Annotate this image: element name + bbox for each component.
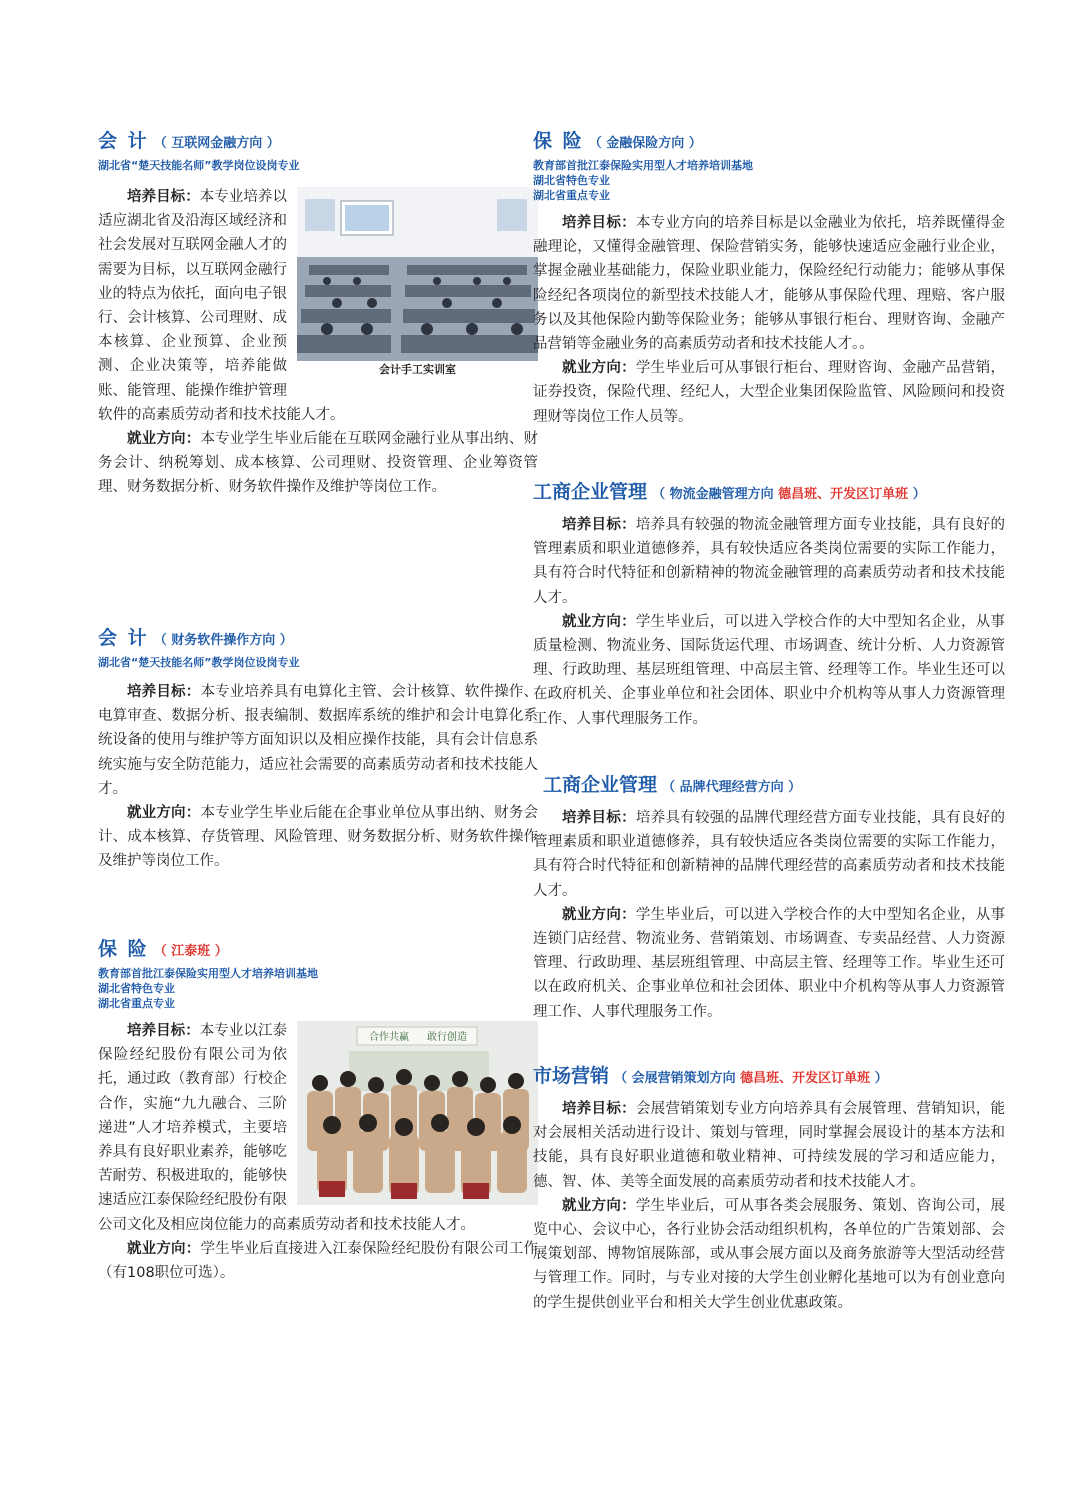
- job-label: 就业方向：: [127, 1240, 201, 1257]
- job-text: 学生毕业后，可以进入学校合作的大中型知名企业，从事连锁门店经营、物流业务、营销策划、市场调查、专卖品经营、人力资源管理、行政助理、基层班组管理、中高层主管、经理等工作。毕业生还可以在政府机关、企事业单位和社会团体、职业中介机构等从事人力资源管理工作、人事代理服务工作。: [533, 906, 1006, 1020]
- class-group-photo: [297, 1021, 538, 1205]
- section-subtitle: （ 财务软件操作方向 ）: [153, 633, 293, 648]
- job-label: 就业方向：: [562, 613, 636, 630]
- section-accounting-software: [98, 624, 538, 874]
- goal-label: 培养目标：: [562, 810, 636, 826]
- section-tag: 湖北省重点专业: [533, 189, 610, 202]
- employment-direction: [533, 356, 1005, 429]
- section-insurance-jiangtai: [98, 935, 538, 1285]
- section-tag: 湖北省特色专业: [533, 174, 610, 187]
- goal-label: 培养目标：: [562, 215, 636, 231]
- job-text: 学生毕业后可从事银行柜台、理财咨询、金融产品营销，证券投资，保险代理、经纪人，大型企业集团保险监管、风险顾问和投资理财等岗位工作人员等。: [533, 360, 1006, 425]
- job-label: 就业方向：: [562, 906, 636, 923]
- section-heading: [98, 935, 538, 966]
- training-goal: [533, 806, 1005, 903]
- section-title: 保 险: [533, 130, 584, 152]
- employment-direction: [98, 801, 538, 874]
- goal-label: 培养目标：: [127, 684, 201, 700]
- goal-label: 培养目标：: [562, 1101, 636, 1117]
- section-title: 保 险: [98, 938, 149, 960]
- section-title: 工商企业管理: [533, 481, 648, 503]
- section-tag: 湖北省“楚天技能名师”教学岗位设岗专业: [98, 656, 300, 669]
- goal-text: 本专业培养以适应湖北省及沿海区域经济和社会发展对互联网金融人才的需要为目标，以互联网金融行业的特点为依托，面向电子银行、会计核算、公司理财、成本核算、企业预算、企业预测、企业决策等，培养能做账、能管理、能操作维护管理软件的高素质劳动者和技术技能人才。: [98, 189, 345, 423]
- employment-direction: [533, 903, 1005, 1024]
- section-tag: 湖北省重点专业: [98, 997, 175, 1010]
- goal-label: 培养目标：: [562, 517, 636, 533]
- section-heading: [533, 771, 1005, 802]
- section-heading: [533, 127, 1005, 158]
- employment-direction: [98, 427, 538, 500]
- goal-text: 本专业方向的培养目标是以金融业为依托，培养既懂得金融理论，又懂得金融管理、保险营销实务，能够快速适应金融行业企业，掌握金融业基础能力，保险业职业能力，保险经纪行动能力；能够从事保险经纪各项岗位的新型技术技能人才，能够从事保险代理、理赔、客户服务以及其他保险内勤等保险业务；能够从事银行柜台、理财咨询、金融产品营销等金融业务的高素质劳动者和技术技能人才。。: [533, 215, 1006, 353]
- section-subtitle: （ 江泰班 ）: [153, 944, 228, 959]
- job-text: 本专业学生毕业后能在互联网金融行业从事出纳、财务会计、纳税筹划、成本核算、公司理财、投资管理、企业筹资管理、财务数据分析、财务软件操作及维护等岗位工作。: [98, 431, 539, 496]
- section-marketing: [533, 1062, 1005, 1315]
- job-label: 就业方向：: [562, 1197, 636, 1214]
- goal-text: 培养具有较强的物流金融管理方面专业技能，具有良好的管理素质和职业道德修养，具有较快适应各类岗位需要的实际工作能力，具有符合时代特征和创新精神的物流金融管理的高素质劳动者和技术技能人才。: [533, 517, 1006, 606]
- training-goal: [533, 211, 1005, 356]
- section-tag: 湖北省特色专业: [98, 982, 175, 995]
- goal-label: 培养目标：: [127, 1023, 200, 1039]
- section-title: 会 计: [98, 627, 149, 649]
- goal-text: 本专业以江泰保险经纪股份有限公司为依托，通过政（教育部）行校企合作，实施“九九融合、三阶递进”人才培养模式，主要培养具有良好职业素养，能够吃苦耐劳、积极进取的，能够快速适应江泰保险经纪股份有限公司文化及相应岗位能力的高素质劳动者和技术技能人才。: [98, 1023, 475, 1233]
- section-title: 工商企业管理: [543, 774, 658, 796]
- section-insurance-finance: [533, 127, 1005, 429]
- section-tag: 教育部首批江泰保险实用型人才培养培训基地: [533, 159, 753, 172]
- job-label: 就业方向：: [127, 431, 201, 448]
- job-label: 就业方向：: [127, 805, 201, 822]
- section-title: 会 计: [98, 130, 149, 152]
- section-heading: [98, 127, 538, 158]
- section-subtitle: （ 物流金融管理方向 德昌班、开发区订单班 ）: [652, 487, 926, 502]
- job-text: 学生毕业后，可以进入学校合作的大中型知名企业，从事质量检测、物流业务、国际货运代理、市场调查、统计分析、人力资源管理、行政助理、基层班组管理、中高层主管、经理等工作。毕业生还可以在政府机关、企事业单位和社会团体、职业中介机构等从事人力资源管理工作、人事代理服务工作。: [533, 613, 1006, 727]
- training-goal: [533, 513, 1005, 610]
- section-business-logistics: [533, 478, 1005, 731]
- employment-direction: [533, 1194, 1005, 1315]
- section-subtitle: （ 品牌代理经营方向 ）: [662, 780, 802, 795]
- employment-direction: [533, 610, 1005, 731]
- section-tag: 湖北省“楚天技能名师”教学岗位设岗专业: [98, 159, 300, 172]
- section-heading: [533, 1062, 1005, 1093]
- goal-label: 培养目标：: [127, 189, 200, 205]
- section-subtitle: （ 互联网金融方向 ）: [153, 136, 280, 151]
- classroom-illustration: [297, 187, 538, 361]
- banner-right-text: 敢行创造: [427, 1032, 467, 1043]
- section-subtitle: （ 金融保险方向 ）: [588, 136, 702, 151]
- job-text: 本专业学生毕业后能在企事业单位从事出纳、财务会计、成本核算、存货管理、风险管理、财务数据分析、财务软件操作及维护等岗位工作。: [98, 805, 539, 870]
- section-heading: [533, 478, 1005, 509]
- section-accounting-internet-finance: [98, 127, 538, 500]
- accounting-lab-photo: [297, 187, 538, 361]
- goal-text: 会展营销策划专业方向培养具有会展管理、营销知识，能对会展相关活动进行设计、策划与管理，同时掌握会展设计的基本方法和技能，具有良好职业道德和敬业精神、可持续发展的学习和适应能力，德、智、体、美等全面发展的高素质劳动者和技术技能人才。: [533, 1101, 1006, 1190]
- goal-text: 培养具有较强的品牌代理经营方面专业技能，具有良好的管理素质和职业道德修养，具有较快适应各类岗位需要的实际工作能力，具有符合时代特征和创新精神的品牌代理经营的高素质劳动者和技术技能人才。: [533, 810, 1006, 899]
- goal-text: 本专业培养具有电算化主管、会计核算、软件操作、电算审查、数据分析、报表编制、数据库系统的维护和会计电算化系统设备的使用与维护等方面知识以及相应操作技能，具有会计信息系统实施与安全防范能力，适应社会需要的高素质劳动者和技术技能人才。: [98, 684, 539, 797]
- job-text: 学生毕业后直接进入江泰保险经纪股份有限公司工作（有108职位可选）。: [98, 1240, 539, 1282]
- photo-caption: 会计手工实训室: [379, 363, 456, 376]
- section-business-brand: [533, 771, 1005, 1024]
- section-tag: 教育部首批江泰保险实用型人才培养培训基地: [98, 967, 318, 980]
- banner-left-text: 合作共赢: [369, 1032, 409, 1043]
- group-photo-illustration: [297, 1021, 538, 1205]
- training-goal: [533, 1097, 1005, 1194]
- section-subtitle: （ 会展营销策划方向 德昌班、开发区订单班 ）: [614, 1071, 888, 1086]
- section-title: 市场营销: [533, 1065, 610, 1087]
- job-text: 学生毕业后，可从事各类会展服务、策划、咨询公司，展览中心、会议中心，各行业协会活动组织机构，各单位的广告策划部、会展策划部、博物馆展陈部，或从事会展方面以及商务旅游等大型活动经营与管理工作。同时，与专业对接的大学生创业孵化基地可以为有创业意向的学生提供创业平台和相关大学生创业优惠政策。: [533, 1197, 1006, 1311]
- job-label: 就业方向：: [562, 360, 636, 377]
- employment-direction: [98, 1237, 538, 1285]
- training-goal: [98, 680, 538, 801]
- section-heading: [98, 624, 538, 655]
